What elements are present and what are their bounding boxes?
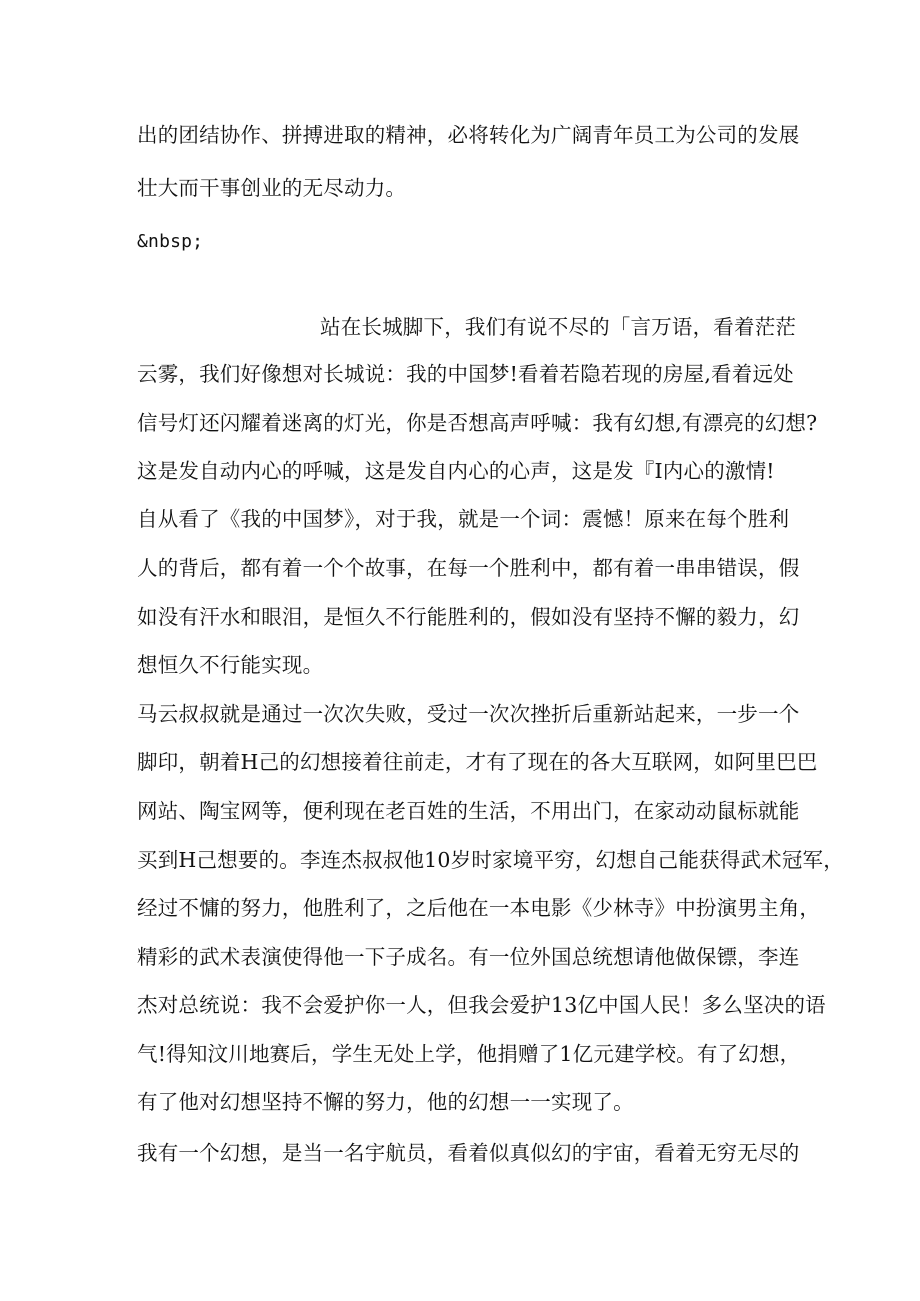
text-line: 想恒久不行能实现。	[137, 653, 324, 677]
text-line: 网站、陶宝网等，便利现在老百姓的生活，不用出门，在家动动鼠标就能	[137, 799, 800, 823]
text-line: 壮大而干事创业的无尽动力。	[137, 176, 407, 200]
text-line: 精彩的武术表演使得他一下子成名。有一位外国总统想请他做保镖，李连	[137, 945, 800, 969]
text-line: 自从看了《我的中国梦》，对于我，就是一个词：震憾！原来在每个胜利	[137, 507, 790, 531]
text-line: 马云叔叔就是通过一次次失败，受过一次次挫折后重新站起来，一步一个	[137, 702, 800, 726]
text-line: 这是发自动内心的呼喊，这是发自内心的心声，这是发『I内心的激情!	[137, 459, 775, 483]
text-line: 我有一个幻想，是当一名宇航员，看着似真似幻的宇宙，看着无穷无尽的	[137, 1141, 800, 1165]
text-line: 经过不慵的努力，他胜利了，之后他在一本电影《少林寺》中扮演男主角，	[137, 896, 821, 920]
text-line: 脚印，朝着H己的幻想接着往前走，才有了现在的各大互联网，如阿里巴巴	[137, 750, 818, 774]
text-line: 杰对总统说：我不会爱护你一人，但我会爱护13亿中国人民！多么坚决的语	[137, 993, 826, 1017]
text-line: 人的背后，都有着一个个故事，在每一个胜利中，都有着一串串错误，假	[137, 556, 800, 580]
text-line: 站在长城脚下，我们有说不尽的「言万语，看着茫茫	[320, 315, 797, 339]
text-line: 出的团结协作、拼搏进取的精神，必将转化为广阔青年员工为公司的发展	[137, 123, 800, 147]
text-line: 信号灯还闪耀着迷离的灯光，你是否想高声呼喊：我有幻想,有漂亮的幻想?	[137, 411, 818, 435]
text-line: 云雾，我们好像想对长城说：我的中国梦!看着若隐若现的房屋,看着远处	[137, 362, 794, 386]
nbsp-marker: &nbsp;	[137, 231, 204, 252]
text-line: 有了他对幻想坚持不懈的努力，他的幻想一一实现了。	[137, 1090, 634, 1114]
text-line: 气!得知汶川地赛后，学生无处上学，他捐赠了1亿元建学校。有了幻想，	[137, 1042, 801, 1066]
text-line: 如没有汗水和眼泪，是恒久不行能胜利的，假如没有坚持不懈的毅力，幻	[137, 605, 800, 629]
text-line: 买到H己想要的。李连杰叔叔他10岁时家境平穷，幻想自己能获得武术冠军，	[137, 848, 844, 872]
